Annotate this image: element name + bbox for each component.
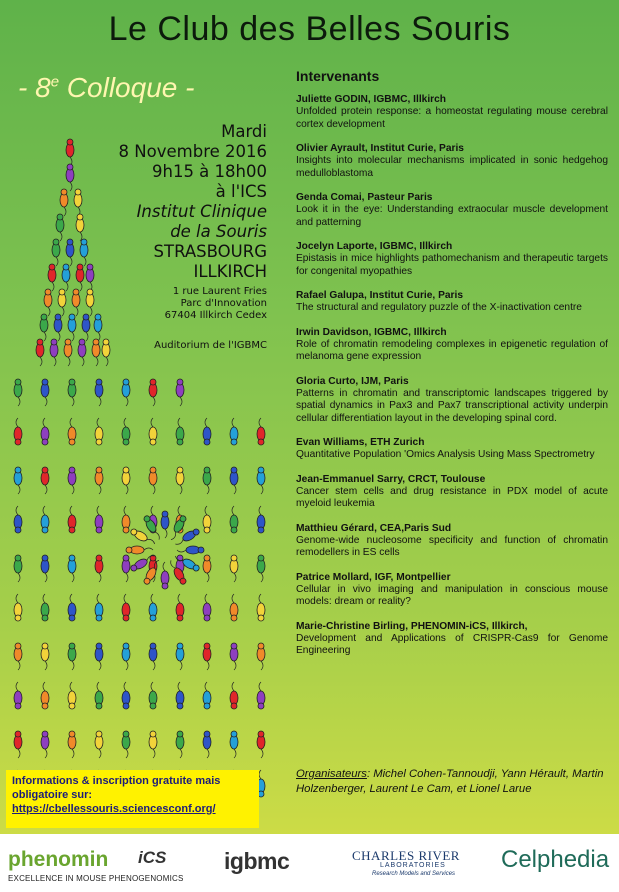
event-day: Mardi: [221, 122, 267, 141]
institute-line1: Institut Clinique: [136, 202, 267, 221]
talk-title: Insights into molecular mechanisms implicated in sonic hedgehog medulloblastoma: [296, 155, 608, 179]
mouse-figure: [230, 418, 238, 445]
talk-title: Role of chromatin remodeling complexes in epigenetic regulation of melanoma gene expression: [296, 338, 608, 362]
speaker-name: Olivier Ayrault, Institut Curie, Paris: [296, 143, 464, 154]
speaker-name: Genda Comai, Pasteur Paris: [296, 192, 433, 203]
poster-title: Le Club des Belles Souris: [108, 10, 511, 48]
speaker-name: Jocelyn Laporte, IGBMC, Illkirch: [296, 241, 453, 252]
event-details: [37, 122, 267, 356]
speaker-name: Patrice Mollard, IGF, Montpellier: [296, 571, 451, 583]
mouse-figure: [230, 594, 238, 621]
speaker-entry: [296, 290, 608, 315]
mouse-figure: [149, 682, 157, 709]
mouse-figure: [68, 643, 76, 670]
speaker-entry: [296, 143, 608, 180]
mouse-figure: [41, 643, 49, 670]
speaker-name: Rafael Galupa, Institut Curie, Paris: [296, 290, 464, 301]
mouse-figure: [95, 594, 103, 621]
talk-title: The structural and regulatory puzzle of the X-inactivation centre: [296, 302, 582, 313]
mouse-figure: [122, 418, 130, 445]
mouse-figure: [95, 555, 103, 582]
event-place: à l'ICS: [215, 182, 267, 201]
speaker-name: Evan Williams, ETH Zurich: [296, 437, 425, 448]
mouse-figure: [68, 731, 76, 758]
mouse-figure: [203, 594, 211, 621]
organisers: [296, 767, 608, 796]
mouse-figure: [95, 418, 103, 445]
mouse-figure: [161, 511, 169, 538]
mouse-figure: [14, 682, 22, 709]
city1: STRASBOURG: [153, 242, 267, 261]
phenomin-tagline: EXCELLENCE IN MOUSE PHENOGENOMICS: [8, 874, 184, 883]
talk-title: Unfolded protein response: a homeostat regulating mouse cerebral cortex development: [296, 106, 608, 130]
speaker-entry: [296, 94, 608, 131]
talk-title: Cellular in vivo imaging and manipulation in conscious mouse models: dream or reality?: [296, 583, 608, 607]
ics-logo: iCS: [138, 848, 167, 867]
mouse-figure: [176, 594, 184, 621]
mouse-figure: [149, 379, 157, 406]
talk-title: Genome-wide nucleosome specificity and function of chromatin remodellers in ES cells: [296, 534, 608, 558]
organisers-label: Organisateurs: [296, 768, 367, 780]
mouse-figure: [161, 562, 169, 589]
mouse-figure: [257, 555, 265, 582]
mouse-figure: [203, 418, 211, 445]
mouse-figure: [230, 467, 238, 494]
mouse-figure: [95, 379, 103, 406]
mouse-figure: [203, 506, 211, 533]
speaker-entry: [296, 474, 608, 511]
mouse-figure: [68, 467, 76, 494]
mouse-figure: [257, 731, 265, 758]
mouse-figure: [41, 731, 49, 758]
mouse-figure: [122, 379, 130, 406]
mouse-figure: [122, 643, 130, 670]
registration-text: Informations & inscription gratuite mais obligatoire sur:: [12, 775, 221, 801]
mouse-figure: [41, 379, 49, 406]
address-line3: 67404 Illkirch Cedex: [164, 310, 267, 321]
mouse-figure: [14, 506, 22, 533]
mouse-figure: [203, 555, 211, 582]
mouse-figure: [122, 555, 130, 582]
mouse-figure: [122, 467, 130, 494]
speaker-entry: [296, 621, 608, 658]
mouse-figure: [122, 506, 130, 533]
mouse-figure: [68, 555, 76, 582]
mouse-figure: [176, 731, 184, 758]
mouse-figure: [257, 467, 265, 494]
speaker-name: Juliette GODIN, IGBMC, Illkirch: [296, 94, 447, 105]
mouse-figure: [149, 418, 157, 445]
speaker-entry: [296, 437, 608, 462]
talk-title: Quantitative Population 'Omics Analysis Using Mass Spectrometry: [296, 449, 595, 460]
mouse-figure: [230, 555, 238, 582]
speaker-entry: [296, 192, 608, 229]
speaker-name: Matthieu Gérard, CEA,Paris Sud: [296, 522, 452, 534]
speaker-entry: [296, 241, 608, 278]
igbmc-logo: igbmc: [224, 848, 290, 874]
registration-info-box: [6, 770, 259, 828]
mouse-figure: [14, 467, 22, 494]
mouse-figure: [203, 731, 211, 758]
mouse-figure: [14, 555, 22, 582]
colloque-heading: - 8e Colloque -: [18, 72, 195, 103]
mouse-figure: [176, 682, 184, 709]
registration-link[interactable]: https://cbellessouris.sciencesconf.org/: [12, 803, 216, 815]
event-time: 9h15 à 18h00: [151, 162, 267, 181]
mouse-figure: [41, 594, 49, 621]
speaker-name: Marie-Christine Birling, PHENOMIN-iCS, Illkirch,: [296, 620, 528, 632]
mouse-figure: [68, 379, 76, 406]
mouse-figure: [257, 682, 265, 709]
mouse-figure: [95, 506, 103, 533]
mouse-figure: [95, 682, 103, 709]
talk-title: Epistasis in mice highlights pathomechanism and therapeutic targets for congenital myopathies: [296, 253, 608, 277]
mouse-figure: [257, 643, 265, 670]
mouse-figure: [41, 682, 49, 709]
talk-title: Patterns in chromatin and transcriptomic landscapes triggered by spatial dynamics in Pax3 and Pax7 transcriptional activity underpin cellular differentiation layout in the developing spinal cord.: [296, 387, 608, 424]
speaker-entry: [296, 572, 608, 609]
phenomin-logo: phenomin: [8, 848, 109, 871]
mouse-figure: [203, 643, 211, 670]
mouse-figure: [14, 594, 22, 621]
mouse-figure: [14, 418, 22, 445]
talk-title: Cancer stem cells and drug resistance in PDX model of acute myeloid leukemia: [296, 485, 608, 509]
event-date: 8 Novembre 2016: [118, 142, 267, 161]
mouse-figure: [203, 467, 211, 494]
mouse-figure: [14, 731, 22, 758]
mouse-figure: [14, 379, 22, 406]
speaker-name: Irwin Davidson, IGBMC, Illkirch: [296, 326, 447, 338]
mouse-figure: [14, 643, 22, 670]
mouse-figure: [257, 506, 265, 533]
mouse-figure: [257, 418, 265, 445]
mouse-figure: [149, 643, 157, 670]
speakers-heading: Intervenants: [296, 68, 380, 84]
address-line2: Parc d'Innovation: [180, 298, 267, 309]
mouse-figure: [176, 418, 184, 445]
speaker-entry: [296, 376, 608, 426]
mouse-figure: [95, 643, 103, 670]
speaker-name: Gloria Curto, IJM, Paris: [296, 375, 409, 387]
mouse-figure: [257, 594, 265, 621]
mouse-figure: [230, 731, 238, 758]
mouse-figure: [177, 546, 204, 554]
auditorium: Auditorium de l'IGBMC: [154, 340, 267, 351]
mouse-figure: [176, 379, 184, 406]
mouse-figure: [149, 467, 157, 494]
charles-river-sub: LABORATORIES: [380, 862, 446, 869]
speaker-entry: [296, 327, 608, 364]
mouse-figure: [176, 643, 184, 670]
mouse-figure: [95, 467, 103, 494]
mouse-figure: [230, 506, 238, 533]
mouse-figure: [68, 682, 76, 709]
mouse-figure: [122, 731, 130, 758]
mouse-figure: [68, 506, 76, 533]
mouse-figure: [95, 731, 103, 758]
address-line1: 1 rue Laurent Fries: [172, 286, 267, 297]
mouse-figure: [230, 682, 238, 709]
speaker-name: Jean-Emmanuel Sarry, CRCT, Toulouse: [296, 473, 486, 485]
mouse-figure: [41, 418, 49, 445]
speaker-entry: [296, 523, 608, 560]
mouse-figure: [41, 555, 49, 582]
mouse-figure: [122, 594, 130, 621]
speaker-list: [296, 94, 608, 658]
mouse-figure: [230, 643, 238, 670]
mouse-figure: [126, 546, 153, 554]
city2: ILLKIRCH: [193, 262, 267, 281]
mouse-figure: [68, 594, 76, 621]
speakers-section: [296, 68, 608, 670]
mouse-figure: [41, 467, 49, 494]
mouse-figure: [203, 682, 211, 709]
mouse-figure: [149, 731, 157, 758]
mouse-figure: [41, 506, 49, 533]
charles-river-logo: CHARLES RIVER: [352, 848, 460, 863]
mouse-figure: [68, 418, 76, 445]
mouse-figure: [176, 467, 184, 494]
institute-line2: de la Souris: [170, 222, 267, 241]
talk-title: Look it in the eye: Understanding extraocular muscle development and patterning: [296, 204, 608, 228]
mouse-figure: [122, 682, 130, 709]
sponsor-footer: [0, 834, 619, 892]
charles-river-tagline: Research Models and Services: [372, 871, 456, 877]
mouse-figure: [149, 594, 157, 621]
organisers-names: : Michel Cohen-Tannoudji, Yann Hérault, Martin Holzenberger, Laurent Le Cam, et Lionel Larue: [296, 768, 604, 795]
talk-title: Development and Applications of CRISPR-Cas9 for Genome Engineering: [296, 632, 608, 656]
celphedia-logo: Celphedia: [501, 846, 610, 873]
